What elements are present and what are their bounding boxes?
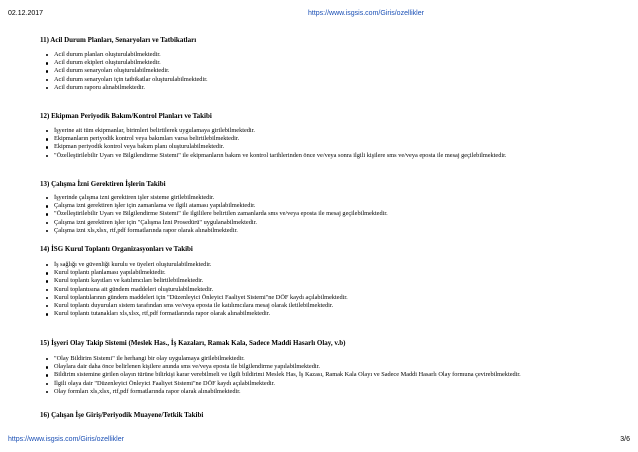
list-item: İş sağlığı ve güvenliği kurulu ve üyeleri oluşturulabilmektedir. (54, 261, 620, 269)
section-title: 12) Ekipman Periyodik Bakım/Kontrol Planları ve Takibi (40, 112, 212, 120)
list-item: Kurul toplantı duyuruları sistem tarafından sms ve/veya eposta ile katılımcılara mesaj olarak iletilebilmektedir. (54, 302, 620, 310)
list-item: Çalışma izni gerektiren işler için zamanlama ve ilgili ataması yapılabilmektedir. (54, 202, 620, 210)
section-list (40, 355, 620, 396)
list-item: Bildirim sistemine girilen olayın türüne bilirkişi karar verebilmeli ve ilgili bildirimi Meslek Has, İş Kazası, Ramak Kala Olayı ve Sadece Maddi Hasarlı Olay formuna çevirebilmektedir. (54, 371, 620, 379)
list-item: İşyerinde çalışma izni gerektiren işler sisteme girilebilmektedir. (54, 194, 620, 202)
section-work-permits (40, 180, 620, 235)
section-title: 11) Acil Durum Planları, Senaryoları ve Tatbikatları (40, 36, 197, 44)
list-item: İşyerine ait tüm ekipmanlar, birimleri belirtilerek uygulamaya girilebilmektedir. (54, 127, 620, 135)
section-title: 14) İSG Kurul Toplantı Organizasyonları ve Takibi (40, 245, 193, 253)
section-isg-committee (40, 245, 620, 318)
list-item: Çalışma izni xls,xlsx, rtf,pdf formatlarında rapor olarak alınabilmektedir. (54, 227, 620, 235)
list-item: Acil durum senaryoları için tatbikatlar oluşturulabilmektedir. (54, 76, 620, 84)
section-list (40, 127, 620, 160)
section-title: 15) İşyeri Olay Takip Sistemi (Meslek Has., İş Kazaları, Ramak Kala, Sadece Maddi Hasarlı Olay, v.b) (40, 339, 346, 347)
section-incident-tracking (40, 339, 620, 396)
list-item: "Olay Bildirim Sistemi" ile herhangi bir olay uygulamaya girilebilmektedir. (54, 355, 620, 363)
list-item: Acil durum planları oluşturulabilmektedir. (54, 51, 620, 59)
footer-url-link[interactable]: https://www.isgsis.com/Giris/ozellikler (8, 436, 124, 443)
list-item: Olay formları xls,xlsx, rtf,pdf formatlarında rapor olarak alınabilmektedir. (54, 388, 620, 396)
list-item: "Özelleştirilebilir Uyarı ve Bilgilendirme Sistemi" ile ilgililere belirtilen zamanlarda sms ve/veya eposta ile mesaj geçilebilmektedir. (54, 210, 620, 218)
list-item: Ekipman periyodik kontrol veya bakım planı oluşturulabilmektedir. (54, 143, 620, 151)
page-number: 3/6 (620, 436, 630, 443)
list-item: Ekipmanların periyodik kontrol veya bakımları varsa belirtilebilmektedir. (54, 135, 620, 143)
section-title: 13) Çalışma İzni Gerektiren İşlerin Takibi (40, 180, 166, 188)
section-list (40, 194, 620, 235)
list-item: Kurul toplantılarının gündem maddeleri için "Düzenleyici Önleyici Faaliyet Sistemi"ne DÖF kaydı açılabilmektedir. (54, 294, 620, 302)
list-item: İlgili olaya dair "Düzenleyici Önleyici Faaliyet Sistemi"ne DÖF kaydı açılabilmektedir. (54, 380, 620, 388)
section-equipment-maintenance (40, 112, 620, 160)
list-item: Çalışma izni gerektiren işler için "Çalışma İzni Prosedürü" uygulanabilmektedir. (54, 219, 620, 227)
print-date: 02.12.2017 (8, 10, 44, 17)
list-item: Kurul toplantı planlaması yapılabilmektedir. (54, 269, 620, 277)
section-list (40, 51, 620, 92)
section-emergency-plans (40, 36, 620, 92)
list-item: Acil durum raporu alınabilmektedir. (54, 84, 620, 92)
section-title: 16) Çalışan İşe Giriş/Periyodik Muayene/Tetkik Takibi (40, 411, 204, 419)
list-item: "Özelleştirilebilir Uyarı ve Bilgilendirme Sistemi" ile ekipmanların bakım ve kontrol tarihlerinden önce ve/veya sonra ilgili kişilere sms ve/veya eposta ile mesaj geçilebilmektedir. (54, 152, 620, 160)
section-employee-medical (40, 411, 620, 420)
list-item: Kurul toplantı kayıtları ve katılımcıları belirtilebilmektedir. (54, 277, 620, 285)
list-item: Acil durum senaryoları oluşturulabilmektedir. (54, 67, 620, 75)
list-item: Kurul toplantısına ait gündem maddeleri oluşturulabilmektedir. (54, 286, 620, 294)
list-item: Olaylara dair daha önce belirlenen kişilere anında sms ve/veya eposta ile bilgilendirme yapılabilmektedir. (54, 363, 620, 371)
section-list (40, 261, 620, 318)
list-item: Acil durum ekipleri oluşturulabilmektedir. (54, 59, 620, 67)
list-item: Kurul toplantı tutanakları xls,xlsx, rtf,pdf formatlarında rapor olarak alınabilmektedir. (54, 310, 620, 318)
header-url-link[interactable]: https://www.isgsis.com/Giris/ozellikler (308, 10, 424, 17)
